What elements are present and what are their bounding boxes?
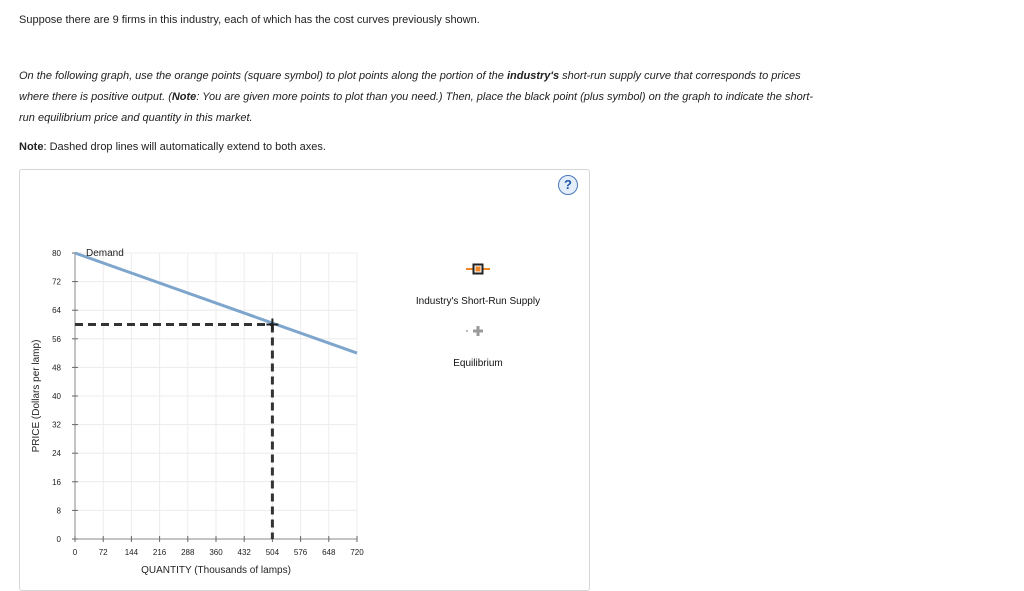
y-tick-label: 24 <box>52 449 61 459</box>
question-note: Note: Dashed drop lines will automatically extend to both axes. <box>19 141 326 153</box>
y-tick-label: 64 <box>52 306 61 316</box>
x-axis-label: QUANTITY (Thousands of lamps) <box>141 565 291 575</box>
x-tick-label: 288 <box>181 548 195 557</box>
y-tick-label: 80 <box>52 249 61 258</box>
y-tick-label: 0 <box>56 535 61 544</box>
x-tick-label: 648 <box>322 548 336 557</box>
legend-supply-label: Industry's Short-Run Supply <box>415 296 541 307</box>
y-tick-label: 8 <box>56 506 61 516</box>
x-tick-label: 144 <box>124 548 139 557</box>
demand-label: Demand <box>86 248 124 259</box>
question-intro: Suppose there are 9 firms in this industry, each of which has the cost curves previously shown. <box>19 14 480 26</box>
y-tick-label: 48 <box>52 363 61 373</box>
graph-panel <box>19 169 590 591</box>
y-axis-label: PRICE (Dollars per lamp) <box>31 339 42 453</box>
y-tick-label: 32 <box>52 420 61 430</box>
y-tick-label: 56 <box>52 334 61 344</box>
x-tick-label: 72 <box>98 548 108 557</box>
x-tick-label: 216 <box>152 548 167 557</box>
x-tick-label: 720 <box>350 548 364 557</box>
y-tick-label: 72 <box>52 277 61 287</box>
legend-equilibrium-label: Equilibrium <box>453 358 503 369</box>
question-instructions: On the following graph, use the orange points (square symbol) to plot points along the portion of the industry's short-run supply curve that corresponds to prices where there is positive output. (Note: You are given more points to plot than you need.) Then, place the black point (plus symbol) on the graph to indicate the short-run equilibrium price and quantity in this market. <box>19 70 814 124</box>
y-tick-label: 16 <box>52 477 61 487</box>
y-tick-label: 40 <box>52 392 61 401</box>
x-tick-label: 0 <box>72 548 78 557</box>
x-tick-label: 432 <box>237 548 251 557</box>
x-tick-label: 360 <box>209 548 223 557</box>
x-tick-label: 576 <box>293 548 308 557</box>
x-tick-label: 504 <box>265 548 280 557</box>
help-icon[interactable]: ? <box>558 175 578 195</box>
